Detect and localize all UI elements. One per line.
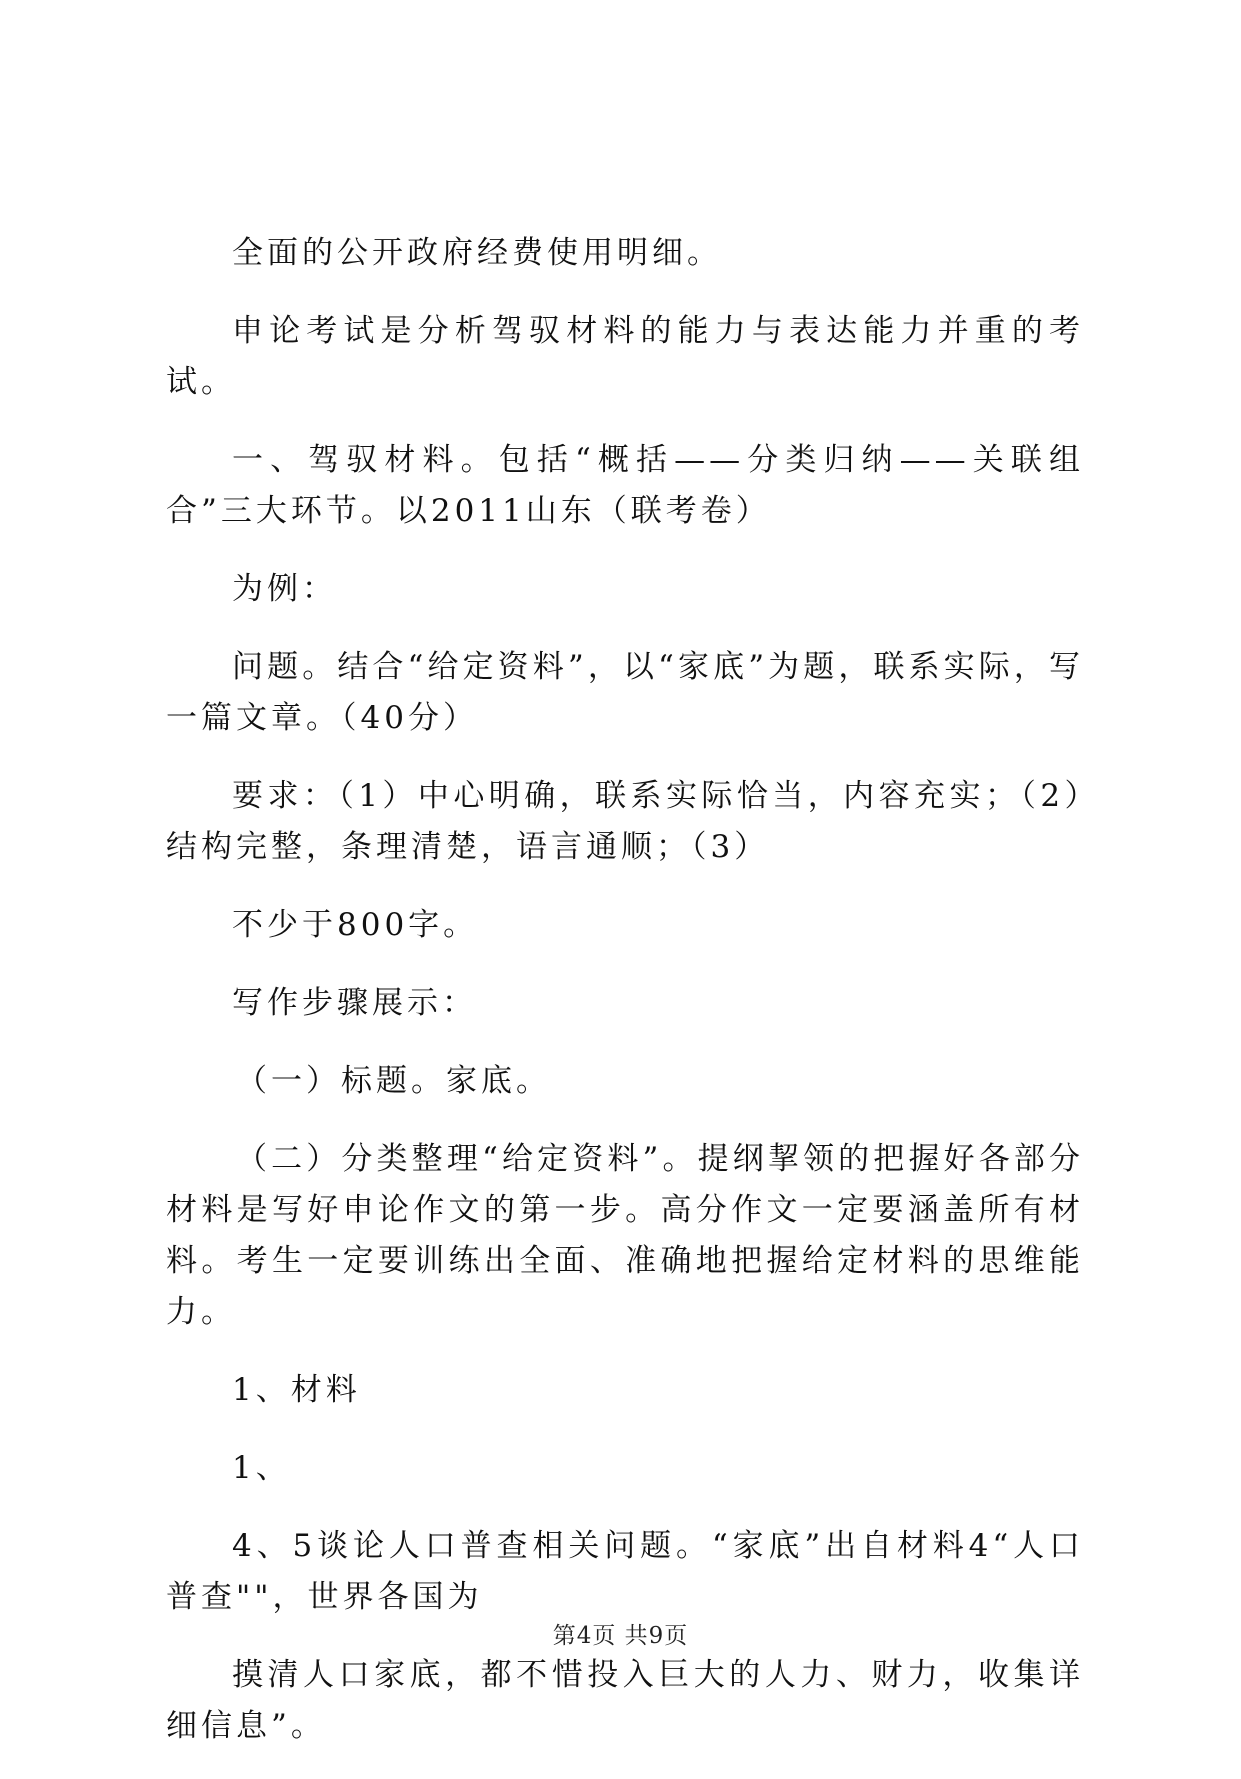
paragraph-3: 一、驾驭材料。包括“概括——分类归纳——关联组合”三大环节。以2011山东（联考卷） bbox=[166, 442, 1084, 529]
paragraph-7: 不少于800字。 bbox=[232, 907, 479, 943]
paragraph-4: 为例： bbox=[232, 571, 337, 607]
paragraph-12: 1、 bbox=[232, 1450, 291, 1486]
paragraph-6: 要求：（1）中心明确，联系实际恰当，内容充实；（2）结构完整，条理清楚，语言通顺；（3） bbox=[166, 778, 1084, 865]
paragraph-9: （一）标题。家底。 bbox=[236, 1063, 551, 1099]
paragraph-10: （二）分类整理“给定资料”。提纲挈领的把握好各部分材料是写好申论作文的第一步。高分作文一定要涵盖所有材料。考生一定要训练出全面、准确地把握给定材料的思维能力。 bbox=[166, 1141, 1084, 1330]
paragraph-14: 摸清人口家底，都不惜投入巨大的人力、财力，收集详细信息”。 bbox=[166, 1657, 1084, 1744]
paragraph-1: 全面的公开政府经费使用明细。 bbox=[232, 235, 722, 271]
paragraph-8: 写作步骤展示： bbox=[232, 985, 477, 1021]
paragraph-11: 1、材料 bbox=[232, 1372, 361, 1408]
paragraph-5: 问题。结合“给定资料”，以“家底”为题，联系实际，写一篇文章。（40分） bbox=[166, 649, 1084, 736]
page-number-footer: 第4页 共9页 bbox=[552, 1623, 689, 1649]
paragraph-2: 申论考试是分析驾驭材料的能力与表达能力并重的考试。 bbox=[166, 313, 1084, 400]
document-body bbox=[166, 228, 1084, 1779]
paragraph-13: 4、5谈论人口普查相关问题。“家底”出自材料4“人口普查""，世界各国为 bbox=[166, 1528, 1084, 1615]
